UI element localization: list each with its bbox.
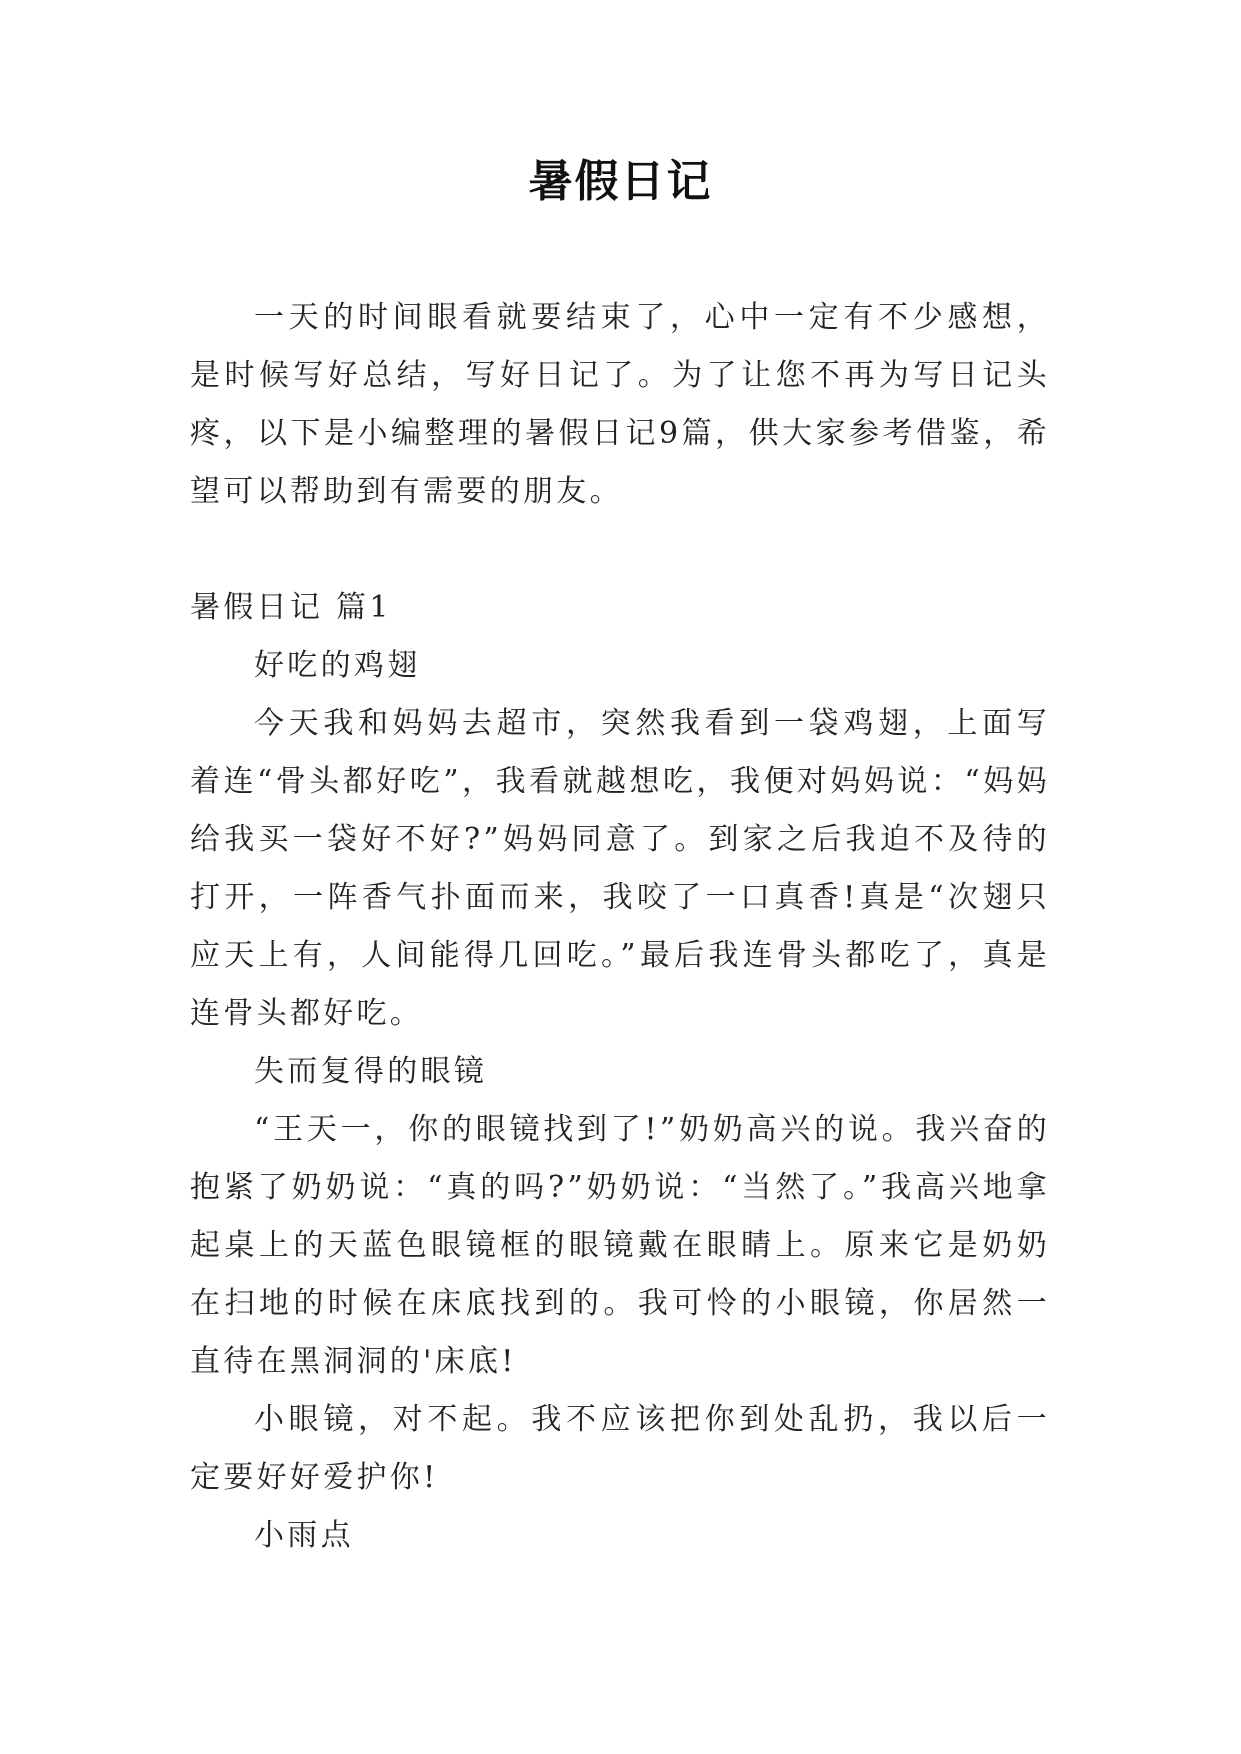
document-body <box>190 289 1050 1565</box>
subtitle-glasses: 失而复得的眼镜 <box>254 1054 488 1089</box>
body-paragraph: 今天我和妈妈去超市，突然我看到一袋鸡翅，上面写着连“骨头都好吃”，我看就越想吃，我便对妈妈说：“妈妈给我买一袋好不好?”妈妈同意了。到家之后我迫不及待的打开，一阵香气扑面而来，我咬了一口真香!真是“次翅只应天上有，人间能得几回吃。”最后我连骨头都吃了，真是连骨头都好吃。 <box>190 706 1050 1031</box>
section-heading: 暑假日记 篇1 <box>190 590 392 625</box>
subtitle-raindrop: 小雨点 <box>254 1518 354 1553</box>
intro-paragraph: 一天的时间眼看就要结束了，心中一定有不少感想，是时候写好总结，写好日记了。为了让您不再为写日记头疼，以下是小编整理的暑假日记9篇，供大家参考借鉴，希望可以帮助到有需要的朋友。 <box>190 300 1050 509</box>
paragraph-spacer <box>190 521 1050 579</box>
body-paragraph: “王天一，你的眼镜找到了!”奶奶高兴的说。我兴奋的抱紧了奶奶说：“真的吗?”奶奶说：“当然了。”我高兴地拿起桌上的天蓝色眼镜框的眼镜戴在眼睛上。原来它是奶奶在扫地的时候在床底找到的。我可怜的小眼镜，你居然一直待在黑洞洞的'床底! <box>190 1112 1050 1379</box>
subtitle-chicken-wings: 好吃的鸡翅 <box>254 648 421 683</box>
body-paragraph: 小眼镜，对不起。我不应该把你到处乱扔，我以后一定要好好爱护你! <box>190 1402 1050 1495</box>
document-title: 暑假日记 <box>528 156 713 207</box>
